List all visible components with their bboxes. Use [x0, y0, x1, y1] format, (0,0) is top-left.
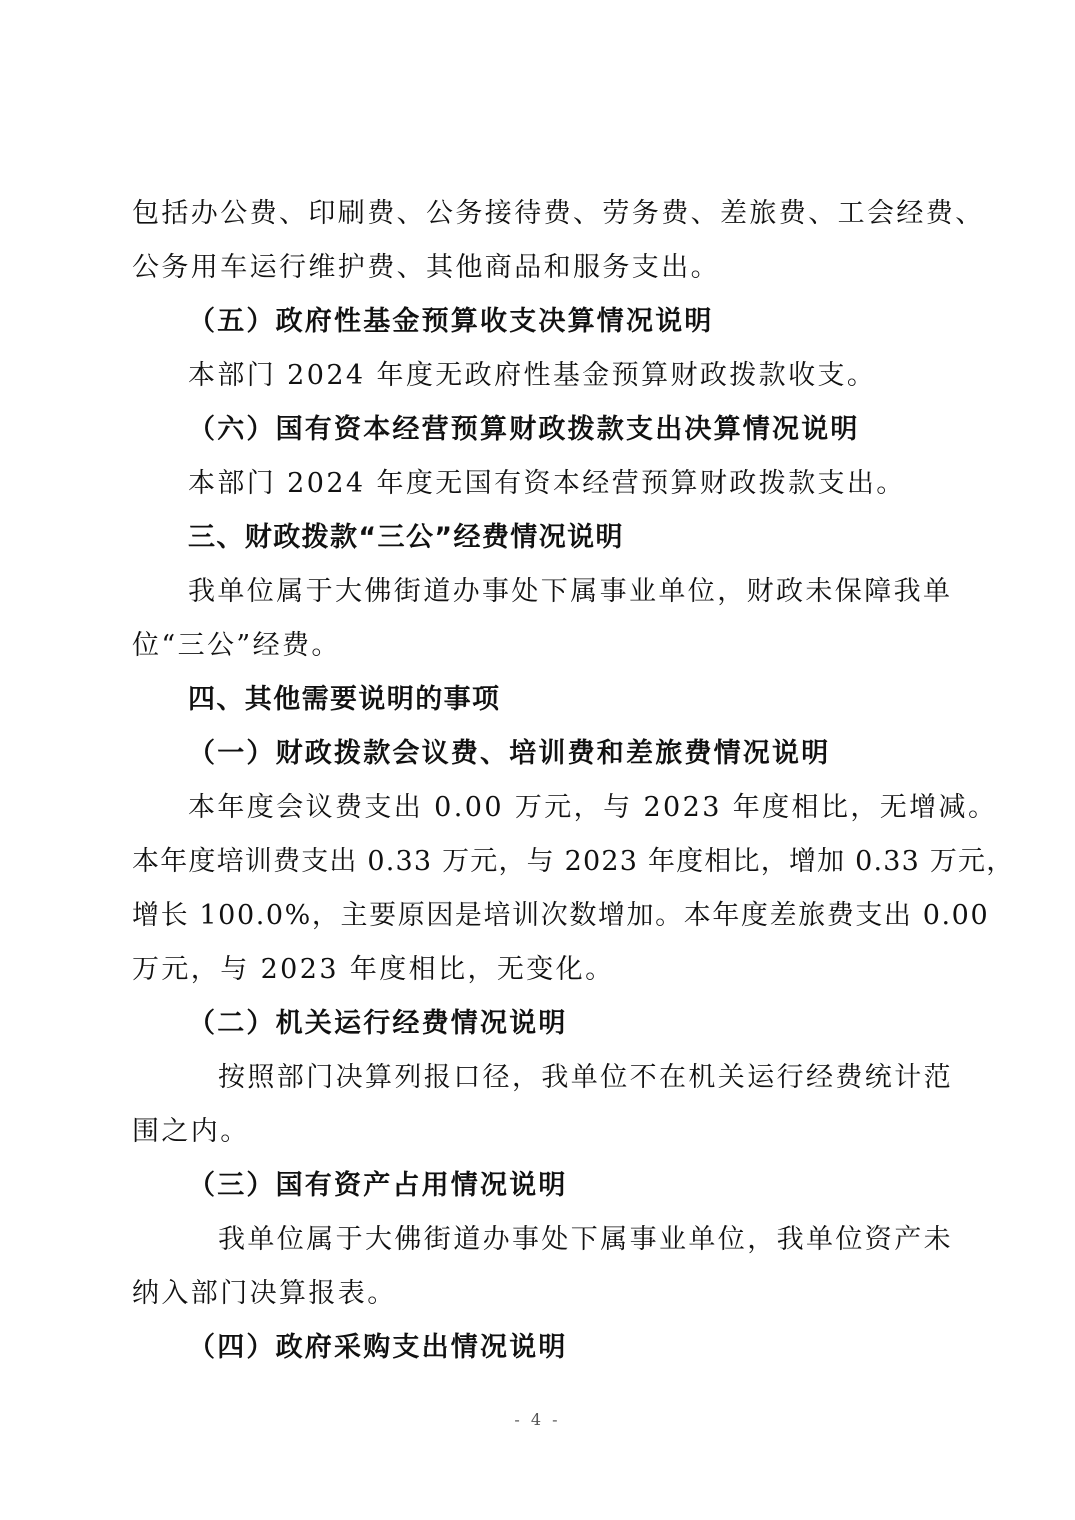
paragraph-line	[0, 194, 1075, 234]
paragraph-line	[0, 1112, 1075, 1152]
paragraph-line	[0, 626, 1075, 666]
subsection-heading	[0, 302, 1075, 342]
paragraph-line	[0, 1274, 1075, 1314]
heading-text: （一）财政拨款会议费、培训费和差旅费情况说明	[188, 738, 831, 769]
body-text: 本部门 2024 年度无国有资本经营预算财政拨款支出。	[188, 468, 906, 499]
body-text: 我单位属于大佛街道办事处下属事业单位，财政未保障我单	[188, 576, 953, 607]
heading-text: （四）政府采购支出情况说明	[188, 1332, 568, 1363]
body-text: 按照部门决算列报口径，我单位不在机关运行经费统计范	[218, 1062, 953, 1093]
heading-text: （六）国有资本经营预算财政拨款支出决算情况说明	[188, 414, 860, 445]
paragraph-line	[0, 572, 1075, 612]
heading-text: （二）机关运行经费情况说明	[188, 1008, 568, 1039]
paragraph-line	[0, 1058, 1075, 1098]
body-text: 本年度培训费支出 0.33 万元，与 2023 年度相比，增加 0.33 万元，	[132, 846, 1015, 877]
subsection-heading	[0, 734, 1075, 774]
subsection-heading	[0, 410, 1075, 450]
heading-text: （三）国有资产占用情况说明	[188, 1170, 568, 1201]
paragraph-line	[0, 1220, 1075, 1260]
heading-text: （五）政府性基金预算收支决算情况说明	[188, 306, 714, 337]
paragraph-line	[0, 248, 1075, 288]
body-text: 围之内。	[132, 1116, 250, 1147]
body-text: 位“三公”经费。	[132, 630, 341, 661]
paragraph-line	[0, 464, 1075, 504]
body-text: 本部门 2024 年度无政府性基金预算财政拨款收支。	[188, 360, 877, 391]
paragraph-line	[0, 356, 1075, 396]
paragraph-line	[0, 896, 1075, 936]
section-heading	[0, 680, 1075, 720]
subsection-heading	[0, 1166, 1075, 1206]
paragraph-line	[0, 788, 1075, 828]
body-text: 我单位属于大佛街道办事处下属事业单位，我单位资产未	[218, 1224, 953, 1255]
subsection-heading	[0, 1004, 1075, 1044]
paragraph-line	[0, 950, 1075, 990]
body-text: 本年度会议费支出 0.00 万元，与 2023 年度相比，无增减。	[188, 792, 998, 823]
page-number: - 4 -	[514, 1410, 561, 1429]
heading-text: 四、其他需要说明的事项	[188, 684, 501, 715]
heading-text: 三、财政拨款“三公”经费情况说明	[188, 522, 624, 553]
body-text: 增长 100.0%，主要原因是培训次数增加。本年度差旅费支出 0.00	[132, 900, 990, 931]
body-text: 包括办公费、印刷费、公务接待费、劳务费、差旅费、工会经费、	[132, 198, 985, 229]
section-heading	[0, 518, 1075, 558]
body-text: 纳入部门决算报表。	[132, 1278, 397, 1309]
body-text: 万元，与 2023 年度相比，无变化。	[132, 954, 615, 985]
subsection-heading	[0, 1328, 1075, 1368]
paragraph-line	[0, 842, 1075, 882]
body-text: 公务用车运行维护费、其他商品和服务支出。	[132, 252, 720, 283]
